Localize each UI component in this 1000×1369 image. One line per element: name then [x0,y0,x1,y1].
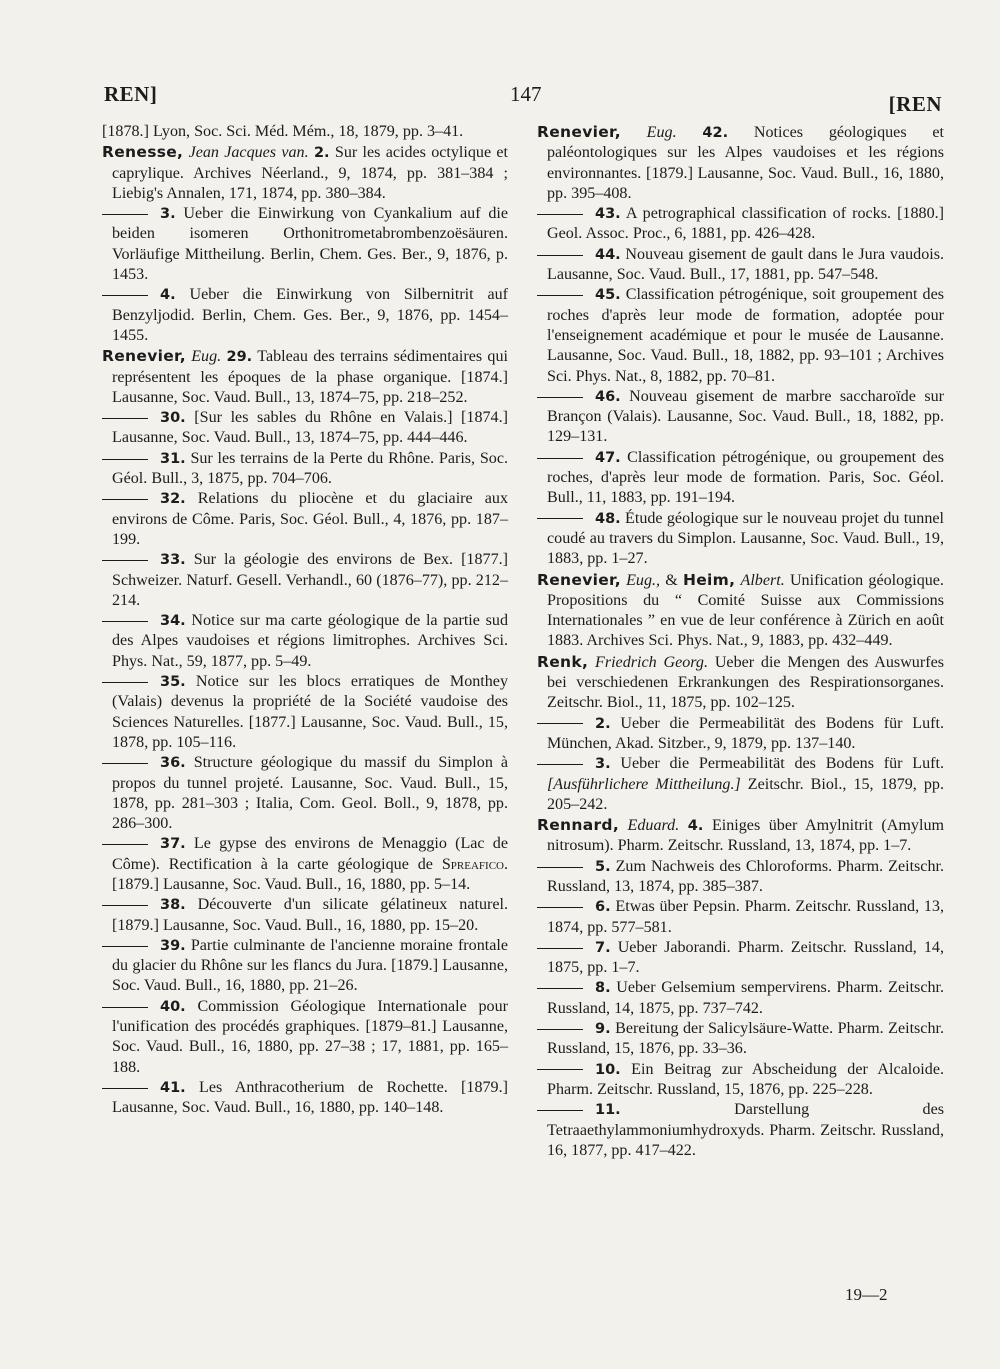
bibliography-entry [102,285,508,346]
author-surname: Rennard, [537,816,620,835]
bibliography-entry [537,815,944,857]
ditto-rule [537,397,583,398]
entry-number: 7. [595,939,611,956]
author-given-name: Eug. [191,348,222,366]
entry-number: 44. [595,246,621,263]
bibliography-entry [537,897,944,938]
entry-text: Nouveau gisement de gault dans le Jura vaudois. Lausanne, Soc. Vaud. Bull., 17, 1881, pp. 547–548. [547,245,944,284]
entry-number: 4. [160,287,176,304]
bibliography-entry [537,1019,944,1060]
bibliography-entry [537,387,944,448]
ditto-rule [102,560,148,561]
entry-number: 3. [595,756,611,773]
entry-text: Ueber die Permeabilität des Bodens für Luft. München, Akad. Sitzber., 9, 1879, pp. 137–140. [547,714,945,752]
author-surname: Renesse, [102,143,184,162]
small-caps-name: Spreafico. [441,855,508,873]
author-given-name: Eduard. [627,817,680,835]
entry-text: A petrographical classification of rocks. [1880.] Geol. Assoc. Proc., 6, 1881, pp. 426–428. [547,205,945,243]
bibliography-entry [102,672,508,753]
entry-text: Sur la géologie des environs de Bex. [1877.] Schweizer. Naturf. Gesell. Verhandl., 60 (1876–77), pp. 212–214. [112,551,508,609]
entry-number: 41. [160,1079,186,1096]
bibliography-entry [537,754,944,815]
ditto-rule [537,1029,583,1030]
bibliography-entry [102,449,508,490]
ditto-rule [102,499,148,500]
bibliography-entry [102,1078,508,1119]
signature-mark: 19—2 [845,1285,888,1304]
bibliography-entry [537,1060,944,1101]
entry-number: 10. [595,1061,621,1078]
ditto-rule [537,458,583,459]
entry-number: 33. [160,552,186,569]
bibliography-entry [537,448,944,509]
ditto-rule [537,764,583,765]
entry-number: 32. [160,491,186,508]
entry-number: 6. [595,899,611,916]
bibliography-entry [102,997,508,1078]
entry-text: Structure géologique du massif du Simplon à propos du tunnel projeté. Lausanne, Soc. Vaud. Bull., 15, 1878, pp. 281–303 ; Italia, Com. Geol. Boll., 9, 1878, pp. 286–300. [112,754,509,833]
page-number: 147 [510,82,542,106]
bibliography-entry [102,204,508,285]
entry-text: Partie culminante de l'ancienne moraine frontale du glacier du Rhône sur les flancs du Jura. [1879.] Lausanne, Soc. Vaud. Bull., 16, 1880, pp. 21–26. [112,936,508,995]
bibliography-entry [537,122,944,204]
entry-text: Ein Beitrag zur Abscheidung der Alcaloide. Pharm. Zeitschr. Russland, 15, 1876, pp. 225–228. [547,1060,944,1098]
ditto-rule [102,295,148,296]
entry-text: [Sur les sables du Rhône en Valais.] [1874.] Lausanne, Soc. Vaud. Bull., 13, 1874–75, pp. 444–446. [112,409,508,447]
entry-number: 46. [595,388,621,405]
ditto-rule [537,295,583,296]
entry-text: Découverte d'un silicate gélatineux naturel. [1879.] Lausanne, Soc. Vaud. Bull., 16, 1880, pp. 15–20. [112,896,508,934]
ditto-rule [537,1069,583,1070]
ditto-rule [102,844,148,845]
entry-number: 4. [687,818,704,835]
entry-number: 48. [595,510,621,527]
entry-text: Einiges über Amylnitrit (Amylum nitrosum). Pharm. Zeitschr. Russland, 13, 1874, pp. 1–7. [547,817,945,855]
entry-text: Tableau des terrains sédimentaires qui représentent les époques de la phase organique. [1874.] Lausanne, Soc. Vaud. Bull., 13, 1874–75, pp. 218–252. [112,348,508,406]
entry-text: Sur les terrains de la Perte du Rhône. Paris, Soc. Géol. Bull., 3, 1875, pp. 704–706. [112,449,508,488]
entry-text: Le gypse des environs de Menaggio (Lac de Côme). Rectification à la carte géologique de [112,835,508,873]
entry-text: Notice sur ma carte géologique de la partie sud des Alpes vaudoises et régions limitrophes. Archives Sci. Phys. Nat., 59, 1877, pp. 5–49. [112,612,509,670]
ditto-rule [102,214,148,215]
bibliography-entry [537,978,944,1019]
ditto-rule [102,1088,148,1089]
entry-number: 9. [595,1021,611,1038]
ditto-rule [102,946,148,947]
entry-text: Notices géologiques et paléontologiques sur les Alpes vaudoises et les régions environnantes. [1879.] Lausanne, Soc. Vaud. Bull., 16, 1880, pp. 395–408. [547,124,944,202]
entry-number: 40. [160,998,186,1015]
entry-text: Unification géologique. Propositions du “ Comité Suisse aux Commissions Internationales ” en vue de leur conférence à Zürich en août 1883. Archives Sci. Phys. Nat., 9, 1883, pp. 432–449. [547,571,944,650]
bibliography-entry [102,834,508,895]
entry-text: Ueber die Einwirkung von Silbernitrit auf Benzyljodid. Berlin, Chem. Ges. Ber., 9, 1876, pp. 1454–1455. [112,286,508,344]
bibliography-entry [102,489,508,550]
bibliography-entry [537,1100,944,1161]
entry-text: [1878.] Lyon, Soc. Sci. Méd. Mém., 18, 1879, pp. 3–41. [102,123,464,140]
running-head-right: [REN [888,92,942,116]
ditto-rule [537,723,583,724]
entry-number: 11. [595,1102,621,1119]
entry-text: Ueber Gelsemium sempervirens. Pharm. Zeitschr. Russland, 14, 1875, pp. 737–742. [547,979,945,1017]
ditto-rule [537,214,583,215]
entry-number: 45. [595,287,621,304]
entry-number: 34. [160,613,186,630]
ditto-rule [537,907,583,908]
bibliography-entry [102,122,508,142]
ditto-rule [102,621,148,622]
entry-number: 2. [313,145,330,162]
entry-text: Ueber die Permeabilität des Bodens für Luft. [620,755,945,773]
coauthor-given-name: Albert. [740,571,785,589]
entry-number: 30. [160,410,186,427]
ditto-rule [537,518,583,519]
bibliography-entry [102,408,508,449]
entry-number: 47. [595,449,621,466]
entry-number: 2. [595,715,611,732]
entry-text: Commission Géologique Internationale pour l'unification des procédés graphiques. [1879–81.] Lausanne, Soc. Vaud. Bull., 16, 1880, pp. 27–38 ; 17, 1881, pp. 165–188. [112,997,508,1076]
entry-text: Relations du pliocène et du glaciaire aux environs de Côme. Paris, Soc. Géol. Bull., 4, 1876, pp. 187–199. [112,490,508,548]
author-surname: Renk, [537,652,589,671]
coauthor-surname: Heim, [682,570,736,589]
entry-number: 43. [595,206,621,223]
entry-text: Ueber die Einwirkung von Cyankalium auf die beiden isomeren Orthonitrometabrombenzoësäuren. Vorläufige Mittheilung. Berlin, Chem. Ges. Ber., 9, 1876, p. 1453. [112,205,508,284]
bibliography-entry [102,142,508,204]
entry-text: [1879.] Lausanne, Soc. Vaud. Bull., 16, 1880, pp. 5–14. [112,875,471,893]
entry-text: Classification pétrogénique, ou groupement des roches, d'après leur mode de formation. Paris, Soc. Géol. Bull., 11, 1883, pp. 191–194. [547,448,945,507]
entry-number: 42. [702,125,729,141]
left-column [102,122,508,1119]
bibliography-entry [537,938,944,979]
ditto-rule [537,948,583,949]
italic-note: [Ausführlichere Mittheilung.] [547,775,741,793]
entry-number: 36. [160,755,186,772]
bibliography-entry [102,753,508,834]
ditto-rule [537,988,583,989]
ditto-rule [537,255,583,256]
entry-text: Nouveau gisement de marbre saccharoïde sur Brançon (Valais). Lausanne, Soc. Vaud. Bull., 18, 1882, pp. 129–131. [547,387,944,446]
ampersand: & [665,571,678,589]
ditto-rule [102,763,148,764]
entry-text: Bereitung der Salicylsäure-Watte. Pharm. Zeitschr. Russland, 15, 1876, pp. 33–36. [547,1020,944,1058]
ditto-rule [102,905,148,906]
entry-text: Notice sur les blocs erratiques de Monthey (Valais) devenus la propriété de la Société vaudoise des Sciences Naturelles. [1877.] Lausanne, Soc. Vaud. Bull., 15, 1878, pp. 105–116. [112,673,508,751]
bibliography-entry [537,570,944,652]
bibliography-entry [537,245,944,286]
entry-text: Zeitschr. Biol., 15, 1879, pp. 205–242. [547,775,944,813]
bibliography-entry [102,895,508,936]
running-head-left: REN] [104,82,158,106]
entry-text: Classification pétrogénique, soit groupement des roches d'après leur mode de formation, adoptée pour l'enseignement académique et pour le musée de Lausanne. Lausanne, Soc. Vaud. Bull., 18, 1882, pp. 93–101 ; Archives Sci. Phys. Nat., 8, 1882, pp. 70–81. [547,286,944,385]
bibliography-entry [102,550,508,611]
entry-number: 3. [160,206,176,223]
entry-text: Les Anthracotherium de Rochette. [1879.] Lausanne, Soc. Vaud. Bull., 16, 1880, pp. 140–148. [112,1078,508,1117]
author-surname: Renevier, [102,347,186,366]
author-given-name: Jean Jacques van. [188,144,309,162]
bibliography-entry [537,652,944,714]
entry-number: 37. [160,836,186,853]
ditto-rule [102,682,148,683]
ditto-rule [537,1110,583,1111]
bibliography-entry [537,204,944,245]
author-surname: Renevier, [537,123,621,141]
entry-text: Sur les acides octylique et caprylique. Archives Néerland., 9, 1874, pp. 381–384 ; Liebig's Annalen, 171, 1874, pp. 380–384. [112,144,509,202]
entry-number: 38. [160,897,186,914]
author-given-name: Friedrich Georg. [594,653,709,671]
ditto-rule [537,867,583,868]
entry-number: 39. [160,937,186,954]
author-given-name: Eug., [626,571,661,589]
author-given-name: Eug. [646,124,677,141]
bibliography-entry [102,936,508,997]
entry-number: 29. [226,349,253,366]
bibliography-entry [537,714,944,755]
bibliography-entry [537,285,944,386]
bibliography-entry [102,611,508,672]
entry-text: Zum Nachweis des Chloroforms. Pharm. Zeitschr. Russland, 13, 1874, pp. 385–387. [547,857,944,895]
entry-text: Étude géologique sur le nouveau projet du tunnel coudé au travers du Simplon. Lausanne, Soc. Vaud. Bull., 19, 1883, pp. 1–27. [547,509,944,568]
right-column [537,122,944,1161]
entry-number: 5. [595,858,611,875]
bibliography-entry [102,346,508,408]
entry-text: Ueber die Mengen des Auswurfes bei verschiedenen Erkrankungen des Respirationsorganes. Zeitschr. Biol., 11, 1875, pp. 102–125. [547,653,944,712]
bibliography-entry [537,857,944,898]
author-surname: Renevier, [537,570,621,589]
entry-number: 35. [160,674,186,691]
ditto-rule [102,459,148,460]
entry-number: 8. [595,980,611,997]
entry-number: 31. [160,450,186,467]
entry-text: Darstellung des Tetraaethylammoniumhydroxyds. Pharm. Zeitschr. Russland, 16, 1877, pp. 417–422. [547,1101,944,1159]
entry-text: Ueber Jaborandi. Pharm. Zeitschr. Russland, 14, 1875, pp. 1–7. [547,938,944,977]
bibliography-entry [537,509,944,570]
page-header [0,82,1000,116]
ditto-rule [102,418,148,419]
ditto-rule [102,1007,148,1008]
entry-text: Etwas über Pepsin. Pharm. Zeitschr. Russland, 13, 1874, pp. 577–581. [547,898,944,936]
